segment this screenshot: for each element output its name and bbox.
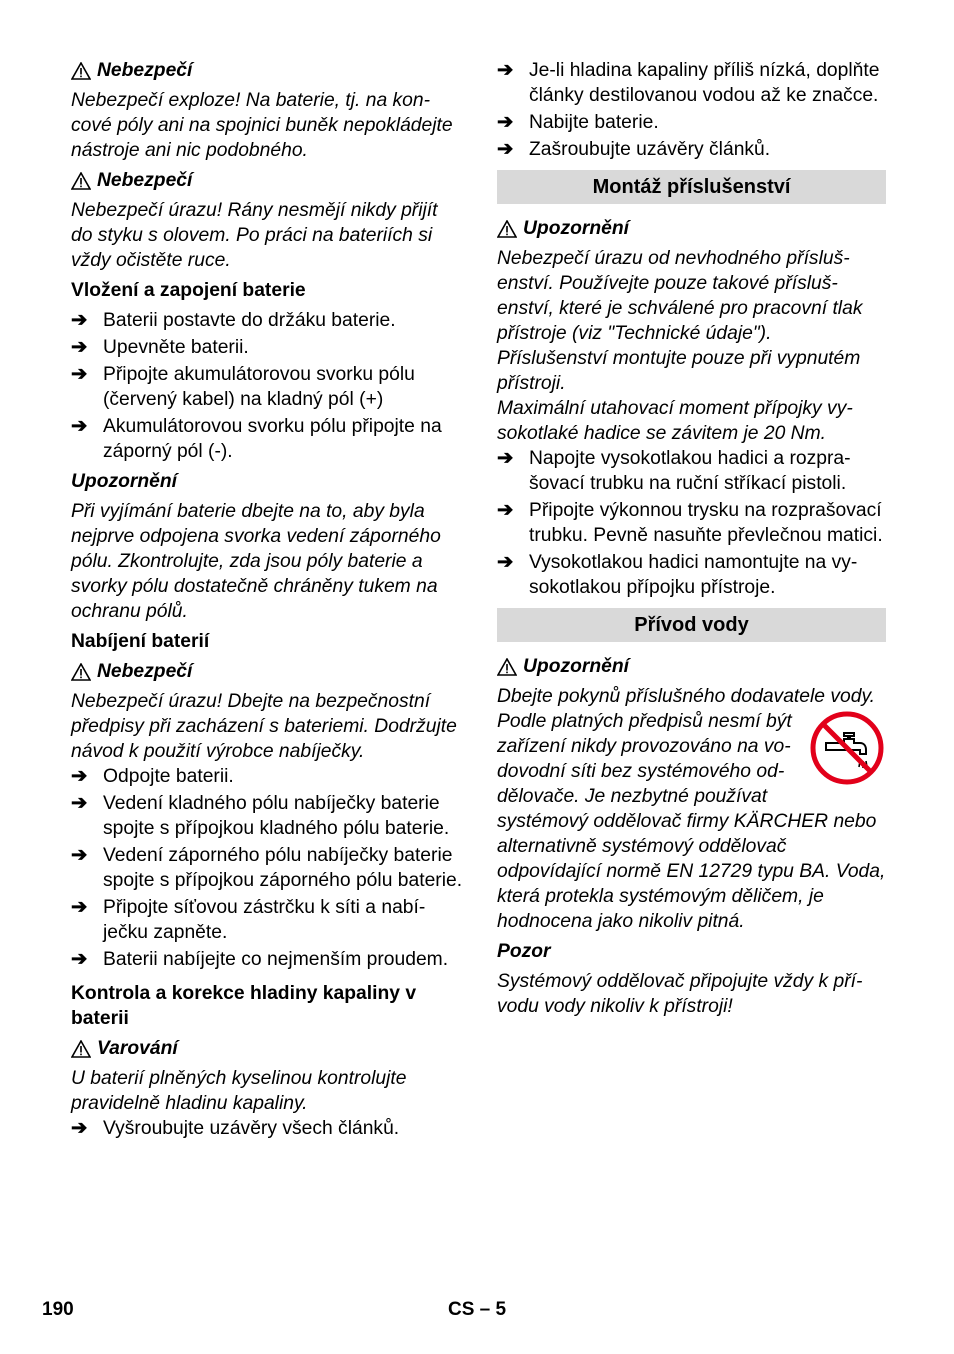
arrow-right-icon: ➔	[71, 364, 88, 385]
warning-title: Nebezpečí	[97, 170, 193, 191]
note-text: Při vyjímání baterie dbejte na to, aby byla nejprve odpojena svorka vedení záporného pólu. Zkontrolujte, zda jsou póly baterie a svorky pólu dostatečně chráněny tukem na ochranu pólů.	[71, 501, 441, 622]
arrow-right-icon: ➔	[497, 448, 514, 469]
arrow-right-icon: ➔	[71, 793, 88, 814]
arrow-right-icon: ➔	[497, 139, 514, 160]
section-heading: Kontrola a korekce hladiny kapaliny v baterii	[71, 983, 417, 1029]
page-number: 190	[42, 1299, 74, 1320]
arrow-right-icon: ➔	[71, 416, 88, 437]
list-item: ➔ Zašroubujte uzávěry článků.	[497, 139, 771, 160]
warning-title: Nebezpečí	[97, 60, 193, 81]
right-column	[497, 58, 886, 1024]
arrow-right-icon: ➔	[71, 337, 88, 358]
note-heading	[497, 654, 886, 679]
section-heading: Vložení a zapojení baterie	[71, 280, 306, 301]
arrow-right-icon: ➔	[497, 60, 514, 81]
note-title: Upozornění	[523, 656, 630, 677]
warning-heading	[71, 168, 463, 193]
warning-triangle-icon	[497, 220, 517, 238]
list-item: ➔ Nabijte baterie.	[497, 112, 659, 133]
warning-text: Nebezpečí exploze! Na baterie, tj. na koncové póly ani na spojnici buněk nepokládejte nástroje ani nic podobného.	[71, 90, 453, 161]
warning-title: Varování	[97, 1038, 178, 1059]
warning-triangle-icon	[71, 62, 91, 80]
list-item: ➔ Vedení záporného pólu nabíječky baterie spojte s přípojkou záporného pólu baterie.	[71, 845, 463, 891]
arrow-right-icon: ➔	[497, 552, 514, 573]
list-item: ➔ Připojte akumulátorovou svorku pólu (červený kabel) na kladný pól (+)	[71, 364, 415, 410]
section-heading: Nabíjení baterií	[71, 631, 210, 652]
language-page-label: CS – 5	[448, 1299, 507, 1320]
warning-triangle-icon	[71, 172, 91, 190]
warning-heading	[71, 1036, 463, 1061]
warning-heading	[71, 58, 463, 83]
arrow-right-icon: ➔	[71, 310, 88, 331]
list-item: ➔ Vyšroubujte uzávěry všech článků.	[71, 1118, 400, 1139]
note-text: Příslušenství montujte pouze při vypnutém přístroji.	[497, 348, 861, 394]
note-text: Podle platných předpisů nesmí být zařízení nikdy provozováno na vodovodní síti bez systémového oddělovače. Je nezbytné používat systémový oddělovač firmy KÄRCHER nebo alternativně systémový oddělovač odpovídající normě EN 12729 typu BA. Voda, která protekla systémovým děličem, je hodnocena jako nikoliv pitná.	[497, 711, 886, 932]
list-item: ➔ Je-li hladina kapaliny příliš nízká, doplňte články destilovanou vodou až ke značce.	[497, 60, 880, 106]
note-title: Upozornění	[71, 471, 178, 492]
warning-title: Nebezpečí	[97, 661, 193, 682]
list-item: ➔ Vedení kladného pólu nabíječky baterie spojte s přípojkou kladného pólu baterie.	[71, 793, 450, 839]
list-item: ➔ Napojte vysokotlakou hadici a rozprašovací trubku na ruční stříkací pistoli.	[497, 448, 851, 494]
warning-triangle-icon	[71, 1040, 91, 1058]
note-text: Dbejte pokynů příslušného dodavatele vody.	[497, 686, 876, 707]
warning-heading	[71, 659, 463, 684]
list-item: ➔ Vysokotlakou hadici namontujte na vysokotlakou přípojku přístroje.	[497, 552, 858, 598]
arrow-right-icon: ➔	[497, 500, 514, 521]
warning-text: Nebezpečí úrazu! Rány nesmějí nikdy přijít do styku s olovem. Po práci na bateriích si vždy očistěte ruce.	[71, 200, 438, 271]
section-title-accessories: Montáž příslušenství	[497, 170, 886, 204]
list-item: ➔ Upevněte baterii.	[71, 337, 249, 358]
left-column	[71, 58, 463, 1143]
warning-triangle-icon	[71, 663, 91, 681]
caution-title: Pozor	[497, 941, 551, 962]
note-heading	[497, 216, 886, 241]
warning-triangle-icon	[497, 658, 517, 676]
note-text: Nebezpečí úrazu od nevhodného příslušenství. Používejte pouze takové příslušenství, které je schválené pro pracovní tlak přístroje (viz "Technické údaje").	[497, 248, 863, 344]
arrow-right-icon: ➔	[71, 766, 88, 787]
section-title-water-supply: Přívod vody	[497, 608, 886, 642]
arrow-right-icon: ➔	[71, 1118, 88, 1139]
list-item: ➔ Odpojte baterii.	[71, 766, 234, 787]
no-drinking-water-icon	[808, 709, 886, 787]
list-item: ➔ Připojte výkonnou trysku na rozprašovací trubku. Pevně nasuňte převlečnou matici.	[497, 500, 883, 546]
list-item: ➔ Baterii postavte do držáku baterie.	[71, 310, 396, 331]
note-title: Upozornění	[523, 218, 630, 239]
list-item: ➔ Akumulátorovou svorku pólu připojte na záporný pól (-).	[71, 416, 442, 462]
note-text: Maximální utahovací moment přípojky vysokotlaké hadice se závitem je 20 Nm.	[497, 398, 853, 444]
warning-text: U baterií plněných kyselinou kontrolujte pravidelně hladinu kapaliny.	[71, 1068, 407, 1114]
water-note-block	[497, 709, 886, 934]
arrow-right-icon: ➔	[71, 897, 88, 918]
list-item: ➔ Připojte síťovou zástrčku k síti a nabíječku zapněte.	[71, 897, 426, 943]
caution-text: Systémový oddělovač připojujte vždy k přívodu vody nikoliv k přístroji!	[497, 971, 863, 1017]
warning-text: Nebezpečí úrazu! Dbejte na bezpečnostní předpisy při zacházení s bateriemi. Dodržujte návod k použití výrobce nabíječky.	[71, 691, 457, 762]
arrow-right-icon: ➔	[71, 845, 88, 866]
arrow-right-icon: ➔	[497, 112, 514, 133]
arrow-right-icon: ➔	[71, 949, 88, 970]
list-item: ➔ Baterii nabíjejte co nejmenším proudem.	[71, 949, 449, 970]
